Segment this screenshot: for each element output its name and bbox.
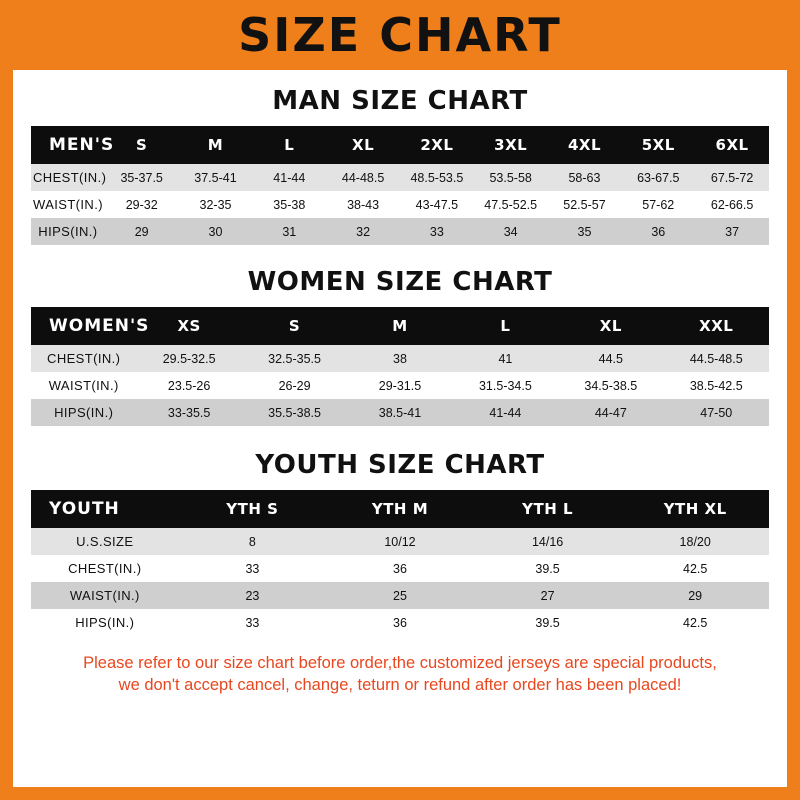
man-table-header-row	[31, 126, 769, 164]
youth-row-0-v0: 8	[248, 534, 256, 549]
page-title: SIZE CHART	[238, 8, 562, 62]
man-row-1-label: WAIST(IN.)	[33, 197, 103, 212]
man-col-8: 5XL	[641, 136, 675, 154]
women-row-0-v1: 32.5-35.5	[268, 351, 321, 366]
women-row-2-label: HIPS(IN.)	[54, 405, 114, 420]
women-row-2-v1: 35.5-38.5	[268, 405, 321, 420]
youth-row-1-label: CHEST(IN.)	[68, 561, 142, 576]
man-row-0-v3: 44-48.5	[341, 170, 385, 185]
women-row-0-label: CHEST(IN.)	[47, 351, 121, 366]
women-row-0-v5: 44.5-48.5	[689, 351, 743, 366]
youth-row-3-v0: 33	[245, 615, 260, 630]
women-col-4: L	[500, 317, 511, 335]
youth-row-1-v0: 33	[245, 561, 260, 576]
content-area	[13, 86, 787, 697]
man-row-0-v2: 41-44	[273, 170, 306, 185]
youth-row-3-v2: 39.5	[535, 615, 560, 630]
man-section-title: MAN SIZE CHART	[272, 86, 528, 116]
youth-row-3-v1: 36	[393, 615, 407, 630]
youth-row-0-v3: 18/20	[679, 534, 711, 549]
man-row-1-v6: 52.5-57	[563, 197, 606, 212]
man-row-2-v0: 29	[134, 224, 149, 239]
youth-row-2-label: WAIST(IN.)	[69, 588, 140, 603]
youth-row-3-label: HIPS(IN.)	[75, 615, 135, 630]
table-row	[31, 164, 769, 191]
youth-row-1-v3: 42.5	[683, 561, 708, 576]
youth-col-4: YTH XL	[663, 500, 727, 518]
man-row-1-v2: 35-38	[273, 197, 306, 212]
women-section-title: WOMEN SIZE CHART	[247, 267, 553, 297]
youth-size-table	[31, 490, 769, 636]
man-row-0-v0: 35-37.5	[120, 170, 163, 185]
women-row-1-v0: 23.5-26	[167, 378, 211, 393]
women-col-2: S	[288, 317, 301, 335]
man-row-2-v5: 34	[503, 224, 518, 239]
man-col-0: MEN'S	[49, 135, 115, 155]
women-size-table	[31, 307, 769, 426]
table-row	[31, 218, 769, 245]
youth-section-title: YOUTH SIZE CHART	[255, 450, 545, 480]
man-row-2-v1: 30	[208, 224, 223, 239]
youth-row-0-label: U.S.SIZE	[76, 534, 134, 549]
youth-col-0: YOUTH	[49, 499, 120, 519]
order-notice	[31, 652, 769, 697]
youth-table-header-row	[31, 490, 769, 528]
man-size-table	[31, 126, 769, 245]
man-row-1-v3: 38-43	[347, 197, 380, 212]
man-row-2-label: HIPS(IN.)	[38, 224, 98, 239]
man-row-1-v4: 43-47.5	[415, 197, 459, 212]
youth-row-3-v3: 42.5	[683, 615, 708, 630]
women-row-0-v3: 41	[498, 351, 513, 366]
table-row	[31, 582, 769, 609]
man-col-1: S	[136, 136, 148, 154]
man-row-2-v4: 33	[429, 224, 444, 239]
man-row-2-v3: 32	[356, 224, 371, 239]
women-row-1-label: WAIST(IN.)	[48, 378, 119, 393]
table-row	[31, 345, 769, 372]
women-row-1-v5: 38.5-42.5	[689, 378, 743, 393]
youth-row-2-v2: 27	[540, 588, 555, 603]
women-col-0: WOMEN'S	[49, 316, 150, 336]
youth-row-0-v2: 14/16	[531, 534, 564, 549]
man-row-1-v1: 32-35	[199, 197, 232, 212]
women-row-2-v2: 38.5-41	[378, 405, 422, 420]
youth-row-2-v3: 29	[688, 588, 703, 603]
man-row-1-v7: 57-62	[642, 197, 675, 212]
women-row-2-v3: 41-44	[489, 405, 522, 420]
man-row-1-v5: 47.5-52.5	[484, 197, 538, 212]
man-row-0-v1: 37.5-41	[194, 170, 237, 185]
women-row-1-v4: 34.5-38.5	[584, 378, 638, 393]
man-row-0-v8: 67.5-72	[710, 170, 754, 185]
man-col-3: L	[284, 136, 295, 154]
header-banner	[0, 0, 800, 70]
man-row-2-v8: 37	[725, 224, 740, 239]
women-row-0-v4: 44.5	[598, 351, 623, 366]
man-col-6: 3XL	[494, 136, 528, 154]
youth-col-3: YTH L	[522, 500, 574, 518]
man-row-0-v6: 58-63	[568, 170, 601, 185]
man-col-4: XL	[352, 136, 375, 154]
youth-row-2-v1: 25	[393, 588, 407, 603]
women-row-2-v4: 44-47	[594, 405, 627, 420]
women-table-header-row	[31, 307, 769, 345]
table-row	[31, 191, 769, 218]
table-row	[31, 609, 769, 636]
women-col-1: XS	[177, 317, 201, 335]
order-notice-line-1: Please refer to our size chart before order,the customized jerseys are special products,	[83, 654, 717, 672]
women-row-2-v5: 47-50	[700, 405, 733, 420]
man-row-0-v5: 53.5-58	[489, 170, 532, 185]
table-row	[31, 399, 769, 426]
man-row-1-v8: 62-66.5	[710, 197, 754, 212]
man-row-2-v7: 36	[651, 224, 666, 239]
youth-row-1-v2: 39.5	[535, 561, 560, 576]
table-row	[31, 372, 769, 399]
man-row-2-v2: 31	[282, 224, 297, 239]
man-row-1-v0: 29-32	[125, 197, 158, 212]
youth-col-2: YTH M	[371, 500, 429, 518]
man-col-2: M	[207, 136, 224, 154]
table-row	[31, 555, 769, 582]
youth-row-2-v0: 23	[245, 588, 260, 603]
women-row-1-v2: 29-31.5	[378, 378, 422, 393]
women-row-1-v1: 26-29	[278, 378, 311, 393]
youth-row-0-v1: 10/12	[384, 534, 416, 549]
man-row-0-v4: 48.5-53.5	[410, 170, 464, 185]
man-row-2-v6: 35	[577, 224, 592, 239]
order-notice-line-2: we don't accept cancel, change, teturn or refund after order has been placed!	[118, 676, 682, 695]
table-row	[31, 528, 769, 555]
youth-row-1-v1: 36	[393, 561, 407, 576]
man-row-0-label: CHEST(IN.)	[33, 170, 107, 185]
women-col-3: M	[392, 317, 408, 335]
women-row-0-v2: 38	[393, 351, 407, 366]
man-col-7: 4XL	[567, 136, 601, 154]
women-row-1-v3: 31.5-34.5	[478, 378, 532, 393]
women-col-6: XXL	[699, 317, 734, 335]
man-col-9: 6XL	[715, 136, 749, 154]
women-row-0-v0: 29.5-32.5	[162, 351, 216, 366]
man-col-5: 2XL	[420, 136, 454, 154]
youth-col-1: YTH S	[226, 500, 279, 518]
women-row-2-v0: 33-35.5	[167, 405, 211, 420]
women-col-5: XL	[599, 317, 622, 335]
man-row-0-v7: 63-67.5	[637, 170, 680, 185]
